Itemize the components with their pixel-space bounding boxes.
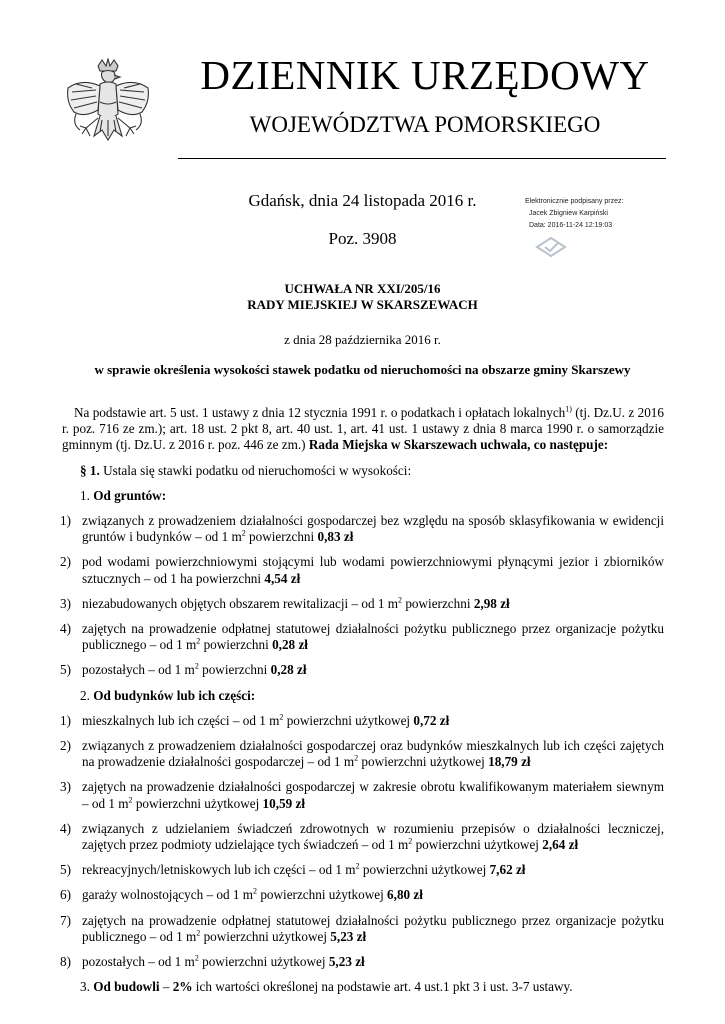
list-item: 4) związanych z udzielaniem świadczeń zdrowotnych w rozumieniu przepisów o działalności leczniczej, zajętych przez podmioty udzielające tych świadczeń – od 1 $m^2$ powierzchni użytkowej 2,64 zł <box>60 820 664 853</box>
list-item: 3) niezabudowanych objętych obszarem rewitalizacji – od 1 $m^2$ powierzchni 2,98 zł <box>60 595 510 611</box>
preamble: Na podstawie art. 5 ust. 1 ustawy z dnia 12 stycznia 1991 r. o podatkach i opłatach lokalnych$^{1)}$ (tj. Dz.U. z 2016 r. poz. 716 ze zm.); art. 18 ust. 2 pkt 8, art. 40 ust. 1, art. 41 ust. 1 ustawy z dnia 8 marca 1990 r. o samorządzie gminnym (tj. Dz.U. z 2016 r. poz. 446 ze zm.) Rada Miejska w Skarszewach uchwala, co następuje: <box>62 404 664 453</box>
list-item: 1) mieszkalnych lub ich części – od 1 $m^2$ powierzchni użytkowej 0,72 zł <box>60 712 450 728</box>
item-number: 4) <box>60 621 71 637</box>
section-2-list <box>62 713 664 970</box>
item-number: 7) <box>60 912 71 928</box>
publication-position: Poz. 3908 <box>328 229 397 248</box>
resolution-number: UCHWAŁA NR XXI/205/16 <box>284 281 441 296</box>
tax-rate: 2,64 zł <box>542 837 579 853</box>
journal-title: DZIENNIK URZĘDOWY <box>200 52 650 98</box>
section-3: 3. Od budowli – 2% ich wartości określonej na podstawie art. 4 ust.1 pkt 3 i ust. 3-7 ustawy. <box>80 979 573 995</box>
paragraph-1: § 1. Ustala się stawki podatku od nieruchomości w wysokości: <box>80 462 412 478</box>
list-item: 8) pozostałych – od 1 $m^2$ powierzchni użytkowej 5,23 zł <box>60 953 365 970</box>
signature-check-icon <box>535 236 567 258</box>
list-item: 6) garaży wolnostojących – od 1 $m^2$ powierzchni użytkowej 6,80 zł <box>60 887 423 903</box>
resolution-council: RADY MIEJSKIEJ W SKARSZEWACH <box>247 297 478 312</box>
item-number: 5) <box>60 862 71 878</box>
signature-date: Data: 2016-11-24 12:19:03 <box>529 222 613 229</box>
item-number: 8) <box>60 954 71 970</box>
list-item: 2) pod wodami powierzchniowymi stojącymi lub wodami powierzchniowymi płynącymi jezior i zbiorników sztucznych – od 1 ha powierzchni 4,54 zł <box>60 554 664 586</box>
tax-rate: 2,98 zł <box>473 595 510 611</box>
list-item: 7) zajętych na prowadzenie odpłatnej statutowej działalności pożytku publicznego przez organizacje pożytku publicznego – od 1 $m^2$ powierzchni użytkowej 5,23 zł <box>60 912 664 944</box>
tax-rate: 0,72 zł <box>413 712 450 728</box>
item-number: 3) <box>60 595 71 611</box>
signature-line-1: Elektronicznie podpisany przez: <box>525 198 624 205</box>
journal-subtitle: WOJEWÓDZTWA POMORSKIEGO <box>249 112 601 137</box>
footnote-ref: 1) <box>565 404 572 414</box>
section-1-list <box>62 513 664 679</box>
list-item: 4) zajętych na prowadzenie odpłatnej statutowej działalności pożytku publicznego przez organizacje pożytku publicznego – od 1 $m^2$ powierzchni 0,28 zł <box>60 621 664 653</box>
tax-rate: 0,28 zł <box>270 662 307 678</box>
polish-eagle-emblem-icon <box>62 58 154 168</box>
item-number: 4) <box>60 820 71 836</box>
list-item: 1) związanych z prowadzeniem działalności gospodarczej bez względu na sposób sklasyfikowania w ewidencji gruntów i budynków – od 1 $m^2$ powierzchni 0,83 zł <box>60 513 664 545</box>
tax-rate: 6,80 zł <box>387 887 423 903</box>
item-number: 2) <box>60 738 71 754</box>
item-number: 5) <box>60 662 71 678</box>
item-number: 1) <box>60 513 71 529</box>
tax-rate: 0,28 zł <box>272 637 308 653</box>
resolution-body <box>62 405 664 1004</box>
tax-rate: 5,23 zł <box>328 954 365 970</box>
resolution-subject: w sprawie określenia wysokości stawek podatku od nieruchomości na obszarze gminy Skarszewy <box>94 362 631 377</box>
resolution-date: z dnia 28 października 2016 r. <box>284 332 441 347</box>
tax-rate: 7,62 zł <box>489 862 526 878</box>
list-item: 3) zajętych na prowadzenie działalności gospodarczej w zakresie obrotu kwalifikowanym materiałem siewnym – od 1 $m^2$ powierzchni użytkowej 10,59 zł <box>60 779 664 811</box>
section-1-heading: 1. Od gruntów: <box>80 487 167 503</box>
header-divider <box>178 158 666 159</box>
item-number: 3) <box>60 779 71 795</box>
tax-rate: 10,59 zł <box>262 795 306 811</box>
list-item: 2) związanych z prowadzeniem działalności gospodarczej oraz budynków mieszkalnych lub ich części zajętych na prowadzenie działalności gospodarczej – od 1 $m^2$ powierzchni użytkowej 18,79 zł <box>60 738 664 770</box>
item-number: 1) <box>60 712 71 728</box>
section-2-heading: 2. Od budynków lub ich części: <box>80 687 256 703</box>
publication-place-date: Gdańsk, dnia 24 listopada 2016 r. <box>248 191 477 210</box>
electronic-signature <box>525 196 675 232</box>
tax-rate: 18,79 zł <box>488 754 531 770</box>
tax-rate: 4,54 zł <box>264 570 301 586</box>
tax-rate: 5,23 zł <box>330 928 367 944</box>
tax-rate: 0,83 zł <box>317 529 354 545</box>
list-item: 5) rekreacyjnych/letniskowych lub ich części – od 1 $m^2$ powierzchni użytkowej 7,62 zł <box>60 861 526 878</box>
item-number: 2) <box>60 554 71 570</box>
signature-signer: Jacek Zbigniew Karpiński <box>529 210 608 217</box>
list-item: 5) pozostałych – od 1 $m^2$ powierzchni 0,28 zł <box>60 662 307 678</box>
item-number: 6) <box>60 887 71 903</box>
